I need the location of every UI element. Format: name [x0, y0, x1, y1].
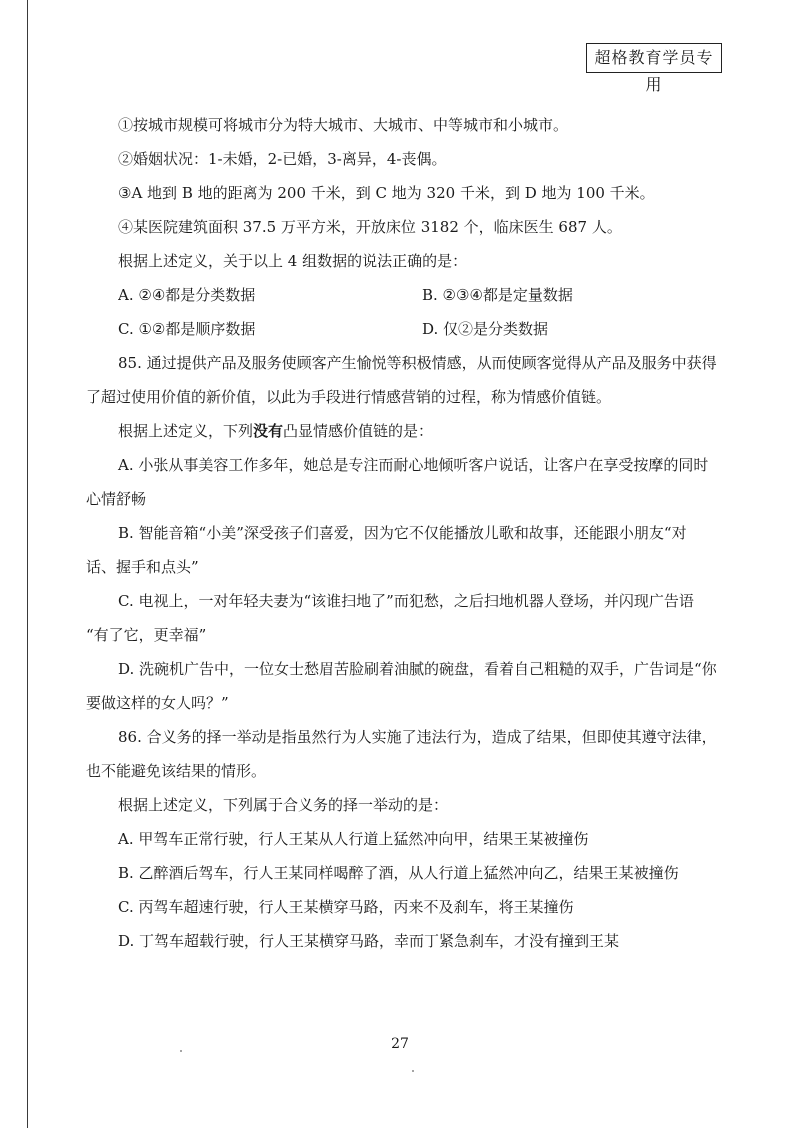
- q84-item-1: ①按城市规模可将城市分为特大城市、大城市、中等城市和小城市。: [118, 116, 569, 134]
- q86-option-b: B. 乙醉酒后驾车，行人王某同样喝醉了酒，从人行道上猛然冲向乙，结果王某被撞伤: [118, 864, 679, 882]
- page-number: 27: [391, 1036, 409, 1052]
- q85-question: [86, 414, 726, 448]
- q84-item-2: ②婚姻状况：1-未婚，2-已婚，3-离异，4-丧偶。: [118, 150, 447, 168]
- page-content: [86, 108, 726, 958]
- q85-option-d-line-1: D. 洗碗机广告中，一位女士愁眉苦脸刷着油腻的碗盘，看着自己粗糙的双手，广告词是“你: [118, 660, 717, 678]
- q84-options-row-1: [86, 278, 726, 312]
- q85-option-a-line-2: 心情舒畅: [86, 490, 147, 508]
- q86-definition-line-2: 也不能避免该结果的情形。: [86, 762, 267, 780]
- header-stamp: 超格教育学员专用: [586, 43, 722, 73]
- q84-item-4: ④某医院建筑面积 37.5 万平方米，开放床位 3182 个，临床医生 687 人。: [118, 218, 622, 236]
- q84-item-3: ③A 地到 B 地的距离为 200 千米，到 C 地为 320 千米，到 D 地为 100 千米。: [118, 184, 655, 202]
- q84-option-c: C. ①②都是顺序数据: [118, 320, 256, 338]
- q85-definition-line-2: 了超过使用价值的新价值，以此为手段进行情感营销的过程，称为情感价值链。: [86, 388, 612, 406]
- q86-option-a: A. 甲驾车正常行驶，行人王某从人行道上猛然冲向甲，结果王某被撞伤: [118, 830, 589, 848]
- q85-question-pre: 根据上述定义，下列: [118, 422, 254, 440]
- q86-option-c: C. 丙驾车超速行驶，行人王某横穿马路，丙来不及刹车，将王某撞伤: [118, 898, 574, 916]
- binding-edge-line: [27, 0, 28, 1128]
- scan-speck: [412, 1070, 414, 1072]
- q84-option-a: A. ②④都是分类数据: [118, 286, 256, 304]
- q85-question-post: 凸显情感价值链的是：: [283, 422, 434, 440]
- q86-question: 根据上述定义，下列属于合义务的择一举动的是：: [118, 796, 449, 814]
- q85-option-c-line-2: “有了它，更幸福”: [86, 626, 207, 644]
- q85-option-b-line-1: B. 智能音箱“小美”深受孩子们喜爱，因为它不仅能播放儿歌和故事，还能跟小朋友“对: [118, 524, 687, 542]
- q84-option-b: B. ②③④都是定量数据: [422, 286, 573, 304]
- q86-definition-line-1: 86. 合义务的择一举动是指虽然行为人实施了违法行为，造成了结果，但即使其遵守法律，: [118, 728, 717, 746]
- q84-options-row-2: [86, 312, 726, 346]
- q85-option-c-line-1: C. 电视上，一对年轻夫妻为“该谁扫地了”而犯愁，之后扫地机器人登场，并闪现广告语: [118, 592, 694, 610]
- q84-option-d: D. 仅②是分类数据: [422, 320, 549, 338]
- scan-speck: [180, 1050, 182, 1052]
- q85-question-emphasis: 没有: [253, 422, 284, 440]
- q85-definition-line-1: 85. 通过提供产品及服务使顾客产生愉悦等积极情感，从而使顾客觉得从产品及服务中获得: [118, 354, 717, 372]
- q85-option-a-line-1: A. 小张从事美容工作多年，她总是专注而耐心地倾听客户说话，让客户在享受按摩的同时: [118, 456, 709, 474]
- q85-option-d-line-2: 要做这样的女人吗？”: [86, 694, 229, 712]
- q84-question: 根据上述定义，关于以上 4 组数据的说法正确的是：: [118, 252, 468, 270]
- q85-option-b-line-2: 话、握手和点头”: [86, 558, 199, 576]
- q86-option-d: D. 丁驾车超载行驶，行人王某横穿马路，幸而丁紧急刹车，才没有撞到王某: [118, 932, 620, 950]
